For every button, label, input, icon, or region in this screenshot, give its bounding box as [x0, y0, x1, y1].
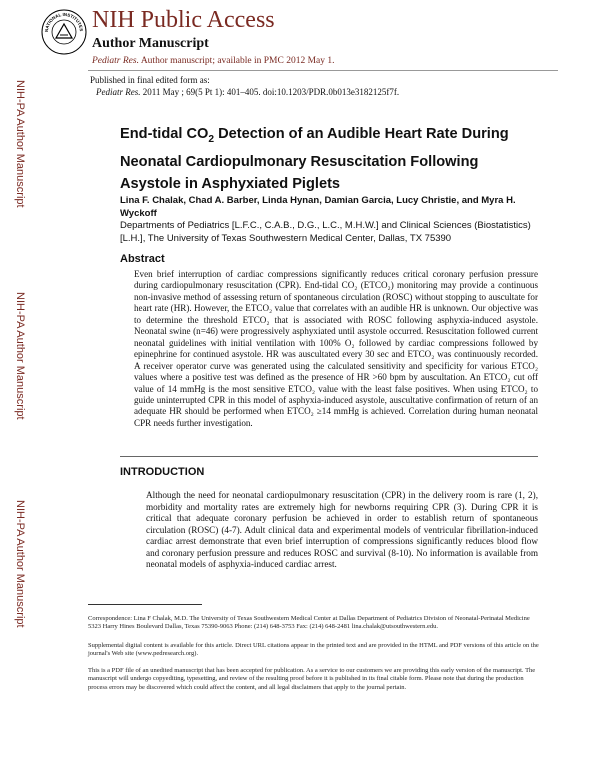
availability-text: Author manuscript; available in PMC 2012 May 1.: [138, 56, 335, 66]
published-citation-text: 2011 May ; 69(5 Pt 1): 401–405. doi:10.1203/PDR.0b013e3182125f7f.: [140, 87, 400, 97]
abstract-divider: [120, 456, 538, 457]
availability-line: [92, 56, 335, 66]
published-citation: [90, 86, 399, 98]
side-label-3: NIH-PA Author Manuscript: [14, 500, 26, 628]
introduction-heading: INTRODUCTION: [120, 466, 205, 478]
footnote-correspondence: Correspondence: Lina F Chalak, M.D. The University of Texas Southwestern Medical Center at Dallas Department of Pediatrics Division of Neonatal-Perinatal Medicine 5323 Harry Hines Boulevard Dallas, Texas 75390-9063 Phone: (214) 648-3753 Fax: (214) 648-2481 lina.chalak@utsouthwestern.edu.: [88, 615, 530, 631]
abstract-heading: Abstract: [120, 253, 165, 265]
author-names: Lina F. Chalak, Chad A. Barber, Linda Hynan, Damian Garcia, Lucy Christie, and Myra H. Wyckoff: [120, 195, 516, 219]
author-manuscript-label: Author Manuscript: [92, 36, 209, 51]
side-label-2: NIH-PA Author Manuscript: [14, 292, 26, 420]
nih-seal-logo: [40, 8, 88, 56]
side-label-1: NIH-PA Author Manuscript: [14, 80, 26, 208]
footnote-supplemental: Supplemental digital content is available for this article. Direct URL citations appear in the printed text and are provided in the HTML and PDF versions of this article on the journal's Web site (www.pedresearch.org).: [88, 642, 539, 658]
title-part1: End-tidal CO: [120, 126, 209, 142]
published-journal: Pediatr Res.: [96, 87, 141, 97]
author-affiliation: Departments of Pediatrics [L.F.C., C.A.B., D.G., L.C., M.H.W.] and Clinical Sciences (Biostatistics) [L.H.], The University of Texas Southwestern Medical Center, Dallas, TX 75390: [120, 220, 531, 244]
article-title: [120, 123, 540, 195]
footnote-disclaimer: This is a PDF file of an unedited manuscript that has been accepted for publication. As a service to our customers we are providing this early version of the manuscript. The manuscript will undergo copyediting, typesetting, and review of the resulting proof before it is published in its final citable form. Please note that during the production process errors may be discovered which could affect the content, and all legal disclaimers that apply to the journal pertain.: [88, 667, 536, 691]
published-info: [90, 74, 399, 98]
published-line: Published in final edited form as:: [90, 75, 210, 85]
title-sub: 2: [208, 133, 215, 145]
nih-public-access-title: NIH Public Access: [92, 7, 275, 33]
abstract-text: Even brief interruption of cardiac compressions significantly reduces critical coronary perfusion pressure during cardiopulmonary resuscitation (CPR). End-tidal CO₂ (ETCO₂) monitoring may provide a continuous non-invasive method of assessing return of spontaneous circulation (ROSC) without stopping to auscultate for heart rate (HR). However, the ETCO₂ value that correlates with an audible HR is unknown. Our objective was to determine the threshold ETCO₂ that is associated with ROSC following asphyxia-induced asystole. Neonatal swine (n=46) were progressively asphyxiated until asystole occurred. Resuscitation followed current neonatal guidelines with initial ventilation with 100% O₂ followed by cardiac compressions followed by epinephrine for continued asystole. HR was auscultated every 30 sec and ETCO₂ was continuously recorded. A receiver operator curve was generated using the calculated sensitivity and specificity for various ETCO₂ values where a positive test was defined as the presence of HR >60 bpm by auscultation. An ETCO₂ cut off value of 14 mmHg is the most sensitive ETCO₂ value with the least false positives. When using ETCO₂ to guide uninterrupted CPR in this model of asphyxia-induced asystole, auscultative confirmation of return of an adequate HR should be performed when ETCO₂ ≥14 mmHg is achieved. Correlation during human neonatal CPR needs further investigation.: [134, 269, 538, 428]
availability-journal: Pediatr Res.: [92, 56, 139, 66]
introduction-text: Although the need for neonatal cardiopulmonary resuscitation (CPR) in the delivery room is rare (1, 2), morbidity and mortality rates are extremely high for newborns requiring CPR (3). During CPR it is critical that adequate coronary perfusion be achieved in order to establish return of spontaneous circulation (ROSC) (4-7). Adult clinical data and experimental models of ventricular fibrillation-induced cardiac arrest demonstrate that even brief interruption of compressions significantly reduces blood flow and coronary perfusion pressure and reduces ROSC and survival (8-10). No information is available from neonatal models of asphyxia-induced cardiac arrest.: [146, 490, 538, 570]
footnote-divider: [88, 604, 202, 605]
header-divider: [88, 70, 558, 71]
title-part2: Detection of an Audible Heart Rate During Neonatal Cardiopulmonary Resuscitation Following Asystole in Asphyxiated Piglets: [120, 126, 509, 192]
svg-text:NATIONAL INSTITUTES OF HEALTH: NATIONAL INSTITUTES: [43, 11, 85, 33]
author-block: [120, 195, 540, 245]
